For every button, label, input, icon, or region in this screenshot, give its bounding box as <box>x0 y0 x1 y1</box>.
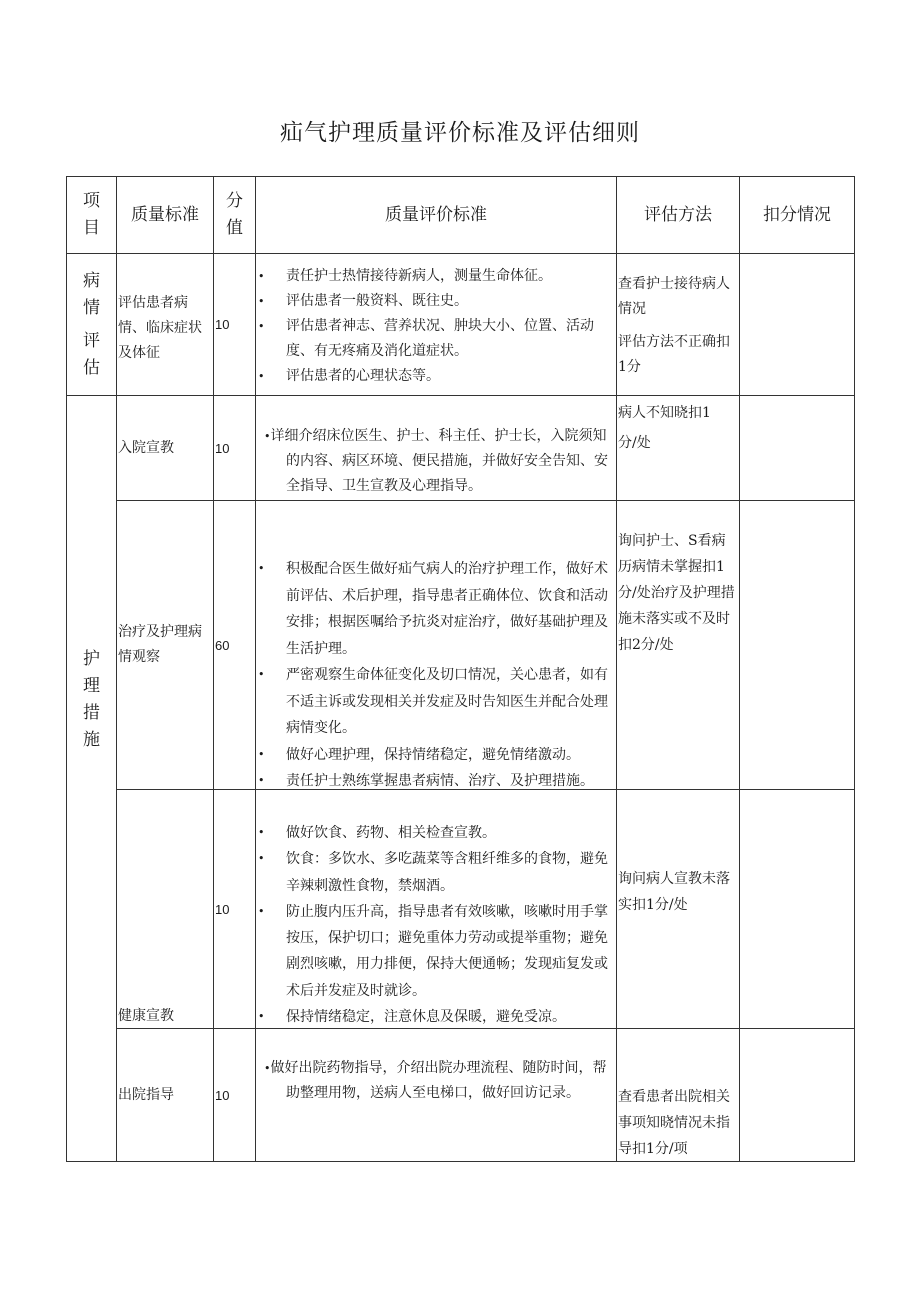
deduction-cell <box>740 396 854 500</box>
criteria-item: • 做好心理护理，保持情绪稳定，避免情绪激动。 <box>258 746 580 763</box>
deduction-cell <box>740 790 854 1028</box>
score-value: 60 <box>215 637 230 653</box>
standard-text: 出院指导 <box>118 1086 174 1103</box>
method-cell <box>618 272 738 380</box>
deduction-cell <box>740 501 854 789</box>
standard-cell <box>118 254 212 395</box>
header-item-char: 目 <box>83 218 100 238</box>
standard-cell <box>118 1004 212 1029</box>
criteria-cell <box>256 424 618 499</box>
deduction-cell <box>740 1029 854 1161</box>
method-text: 查看患者出院相关事项知晓情况未指导扣1分/项 <box>618 1089 730 1157</box>
method-cell <box>618 866 730 918</box>
criteria-cell <box>256 1056 618 1106</box>
section-char: 理 <box>83 676 100 696</box>
header-score-char: 值 <box>226 218 243 238</box>
header-score <box>214 177 255 253</box>
criteria-cell <box>256 820 618 1030</box>
score-cell <box>215 254 255 395</box>
standard-cell <box>118 501 212 789</box>
header-standard: 质量标准 <box>131 204 199 225</box>
criteria-item: • 防止腹内压升高，指导患者有效咳嗽，咳嗽时用手掌按压，保护切口；避免重体力劳动或提举重物；避免剧烈咳嗽，用力排便，保持大便通畅；发现疝复发或术后并发症及时就诊。 <box>258 903 608 999</box>
score-value: 10 <box>215 317 230 332</box>
column-divider <box>116 176 117 1162</box>
column-divider <box>213 176 214 1162</box>
criteria-item: • 做好饮食、药物、相关检查宣教。 <box>258 825 496 841</box>
standard-text: 治疗及护理病情观察 <box>118 624 202 665</box>
header-item-char: 项 <box>83 191 100 211</box>
method-cell <box>618 398 722 458</box>
section-char: 病 <box>83 270 100 291</box>
criteria-item: •做好出院药物指导，介绍出院办理流程、随防时间，帮助整理用物，送病人至电梯口，做好回访记录。 <box>264 1060 607 1101</box>
method-text: 评估方法不正确扣1分 <box>618 334 730 375</box>
header-score-char: 分 <box>226 191 243 211</box>
method-text: 病人不知晓扣1分/处 <box>618 405 711 451</box>
score-cell <box>215 1029 255 1161</box>
criteria-cell <box>256 264 618 389</box>
header-criteria: 质量评价标准 <box>385 204 487 225</box>
standard-text: 健康宣教 <box>118 1008 174 1024</box>
section-char: 评 <box>83 330 100 351</box>
section-char: 估 <box>83 357 100 378</box>
deduction-cell <box>740 254 854 395</box>
section-label-nursing <box>67 646 116 866</box>
method-cell <box>618 1084 738 1162</box>
section-label-assessment <box>67 254 116 395</box>
score-value: 10 <box>215 901 230 917</box>
header-method: 评估方法 <box>644 204 712 225</box>
evaluation-table <box>66 176 855 1162</box>
standard-text: 入院宣教 <box>118 439 174 456</box>
criteria-item: • 严密观察生命体征变化及切口情况，关心患者，如有不适主诉或发现相关并发症及时告知医生并配合处理病情变化。 <box>258 667 608 736</box>
criteria-item: • 评估患者一般资料、既往史。 <box>258 293 468 309</box>
section-char: 措 <box>83 703 100 723</box>
header-item <box>67 177 116 253</box>
section-char: 情 <box>83 297 100 318</box>
criteria-cell <box>256 556 618 795</box>
criteria-item: • 积极配合医生做好疝气病人的治疗护理工作，做好术前评估、术后护理，指导患者正确体位、饮食和活动安排；根据医嘱给予抗炎对症治疗，做好基础护理及生活护理。 <box>258 561 608 657</box>
criteria-item: • 评估患者神志、营养状况、肿块大小、位置、活动度、有无疼痛及消化道症状。 <box>258 318 594 359</box>
criteria-item: •详细介绍床位医生、护士、科主任、护士长，入院须知的内容、病区环境、便民措施，并做好安全告知、安全指导、卫生宣教及心理指导。 <box>264 428 608 494</box>
score-cell <box>215 790 255 1028</box>
page-title: 疝气护理质量评价标准及评估细则 <box>280 120 640 146</box>
criteria-item: • 保持情绪稳定，注意休息及保暖，避免受凉。 <box>258 1009 566 1026</box>
method-cell <box>618 528 736 658</box>
standard-text: 评估患者病情、临床症状及体征 <box>118 295 202 361</box>
criteria-item: • 责任护士熟练掌握患者病情、治疗、及护理措施。 <box>258 773 594 789</box>
section-char: 护 <box>83 649 100 669</box>
criteria-item: • 责任护士热情接待新病人，测量生命体征。 <box>258 268 552 284</box>
score-value: 10 <box>215 1087 230 1103</box>
criteria-item: • 评估患者的心理状态等。 <box>258 368 440 384</box>
score-cell <box>215 501 255 789</box>
standard-cell <box>118 396 212 500</box>
criteria-item: • 饮食：多饮水、多吃蔬菜等含粗纤维多的食物，避免辛辣刺激性食物，禁烟酒。 <box>258 851 608 894</box>
method-text: 询问病人宣教未落实扣1分/处 <box>618 871 730 913</box>
method-text: 查看护士接待病人情况 <box>618 276 730 317</box>
standard-cell <box>118 1029 212 1161</box>
method-text: 询问护士、S看病历病情未掌握扣1分/处治疗及护理措施未落实或不及时扣2分/处 <box>618 533 735 653</box>
score-value: 10 <box>215 440 230 456</box>
table-border-right <box>854 176 855 1162</box>
section-char: 施 <box>83 730 100 750</box>
header-deduction: 扣分情况 <box>763 204 831 225</box>
score-cell <box>215 396 255 500</box>
